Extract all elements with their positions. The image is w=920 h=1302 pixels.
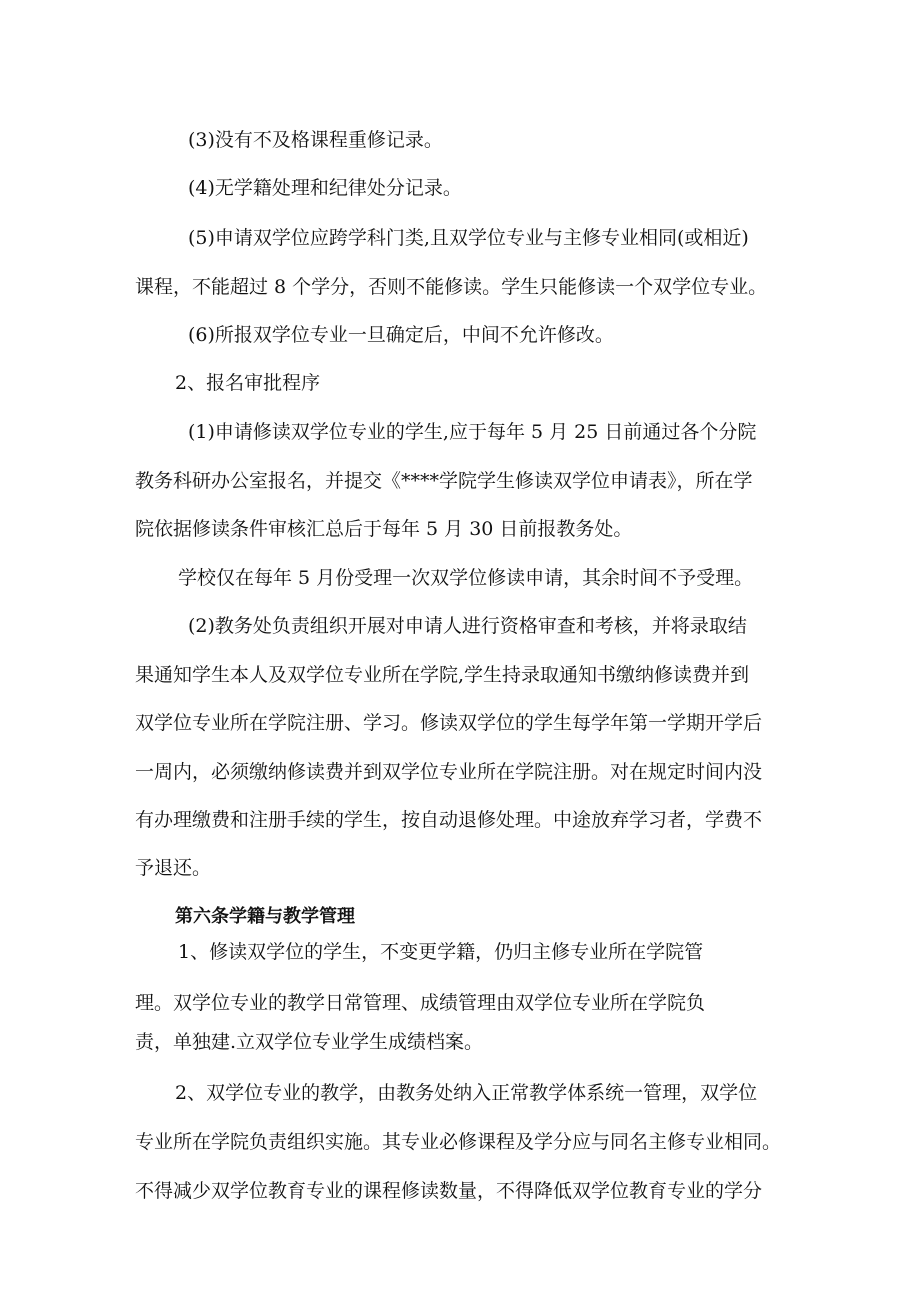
paragraph-line: (1)申请修读双学位专业的学生,应于每年 5 月 25 日前通过各个分院 bbox=[188, 421, 757, 443]
paragraph-line: (5)申请双学位应跨学科门类,且双学位专业与主修专业相同(或相近) bbox=[188, 227, 749, 249]
paragraph-line: 果通知学生本人及双学位专业所在学院,学生持录取通知书缴纳修读费并到 bbox=[135, 664, 750, 686]
paragraph-line: 理。双学位专业的教学日常管理、成绩管理由双学位专业所在学院负 bbox=[135, 992, 706, 1014]
paragraph-line: 课程，不能超过 8 个学分，否则不能修读。学生只能修读一个双学位专业。 bbox=[135, 276, 768, 298]
paragraph-line: (2)教务处负责组织开展对申请人进行资格审查和考核，并将录取结 bbox=[188, 615, 747, 637]
paragraph-line: 有办理缴费和注册手续的学生，按自动退修处理。中途放弃学习者，学费不 bbox=[135, 809, 763, 831]
article-heading: 第六条学籍与教学管理 bbox=[175, 906, 355, 927]
paragraph-line: 专业所在学院负责组织实施。其专业必修课程及学分应与同名主修专业相同。 bbox=[135, 1131, 782, 1153]
paragraph-line: 予退还。 bbox=[135, 857, 212, 879]
paragraph-line: (3)没有不及格课程重修记录。 bbox=[188, 129, 443, 151]
section-subheading: 2、报名审批程序 bbox=[175, 372, 321, 394]
paragraph-line: 1、修读双学位的学生，不变更学籍，仍归主修专业所在学院管 bbox=[178, 941, 704, 963]
paragraph-line: 2、双学位专业的教学，由教务处纳入正常教学体系统一管理，双学位 bbox=[175, 1082, 758, 1104]
paragraph-line: 双学位专业所在学院注册、学习。修读双学位的学生每学年第一学期开学后 bbox=[135, 712, 763, 734]
paragraph-line: 不得减少双学位教育专业的课程修读数量，不得降低双学位教育专业的学分 bbox=[135, 1180, 763, 1202]
paragraph-line: 学校仅在每年 5 月份受理一次双学位修读申请，其余时间不予受理。 bbox=[178, 567, 754, 589]
paragraph-line: 一周内，必须缴纳修读费并到双学位专业所在学院注册。对在规定时间内没 bbox=[135, 761, 763, 783]
paragraph-line: 责，单独建.立双学位专业学生成绩档案。 bbox=[135, 1031, 484, 1053]
paragraph-line: (6)所报双学位专业一旦确定后，中间不允许修改。 bbox=[188, 324, 614, 346]
paragraph-line: (4)无学籍处理和纪律处分记录。 bbox=[188, 177, 462, 199]
paragraph-line: 教务科研办公室报名，并提交《****学院学生修读双学位申请表》，所在学 bbox=[135, 470, 753, 492]
paragraph-line: 院依据修读条件审核汇总后于每年 5 月 30 日前报教务处。 bbox=[135, 518, 633, 540]
